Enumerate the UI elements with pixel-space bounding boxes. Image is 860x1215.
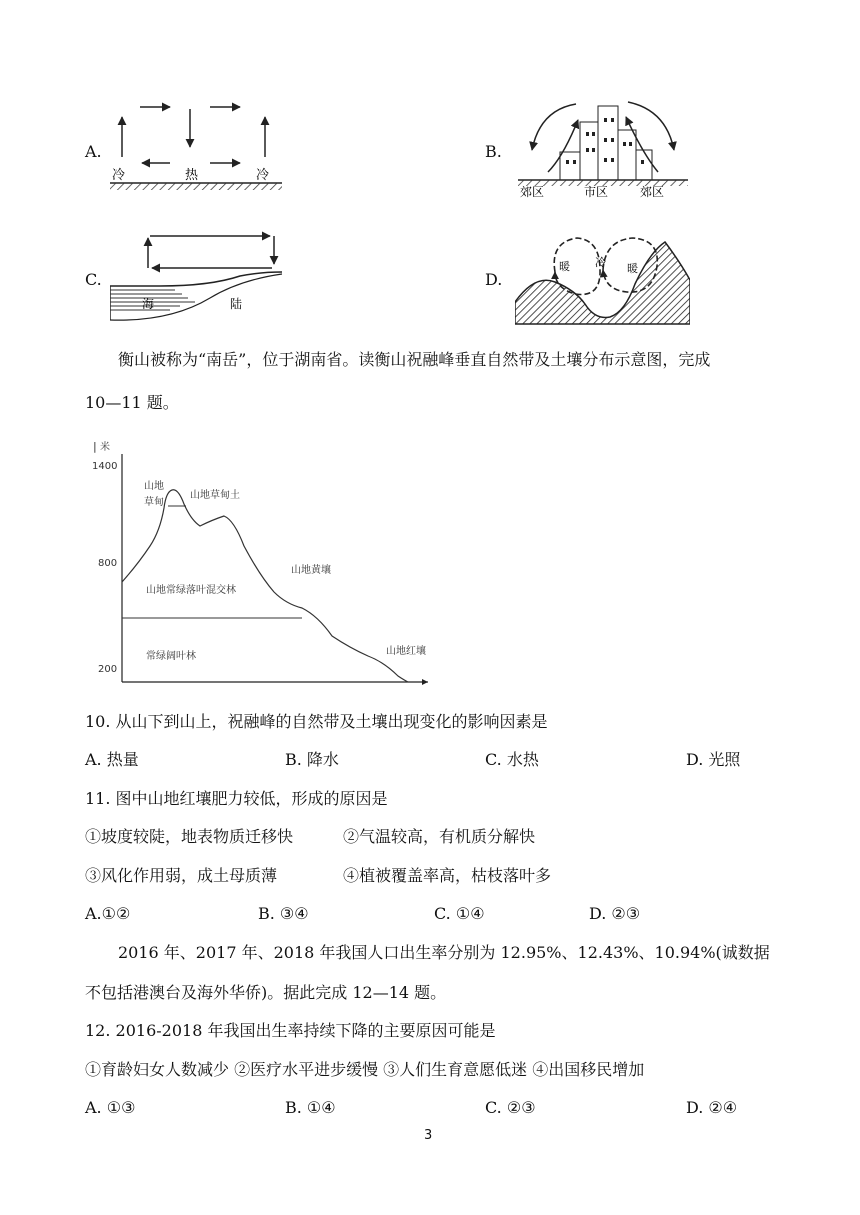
label-mixed-forest: 山地常绿落叶混交林 (146, 585, 236, 596)
figure-d-mountain-valley-breeze (515, 232, 690, 327)
passage-hengshan-line2: 10—11 题。 (85, 393, 179, 412)
q11-statement-1: ①坡度较陡，地表物质迁移快 (85, 827, 294, 846)
fig-b-urban: 市区 (584, 185, 609, 199)
building-4 (618, 130, 636, 180)
label-red-soil: 山地红壤 (386, 646, 426, 657)
fig-d-cold: 冷 (595, 256, 606, 269)
q11-option-b: B. ③④ (258, 904, 309, 923)
q11-statement-4: ④植被覆盖率高，枯枝落叶多 (343, 866, 552, 885)
label-evergreen-forest: 常绿阔叶林 (146, 651, 196, 662)
q12-option-d: D. ②④ (686, 1098, 738, 1117)
arrow-outflow-left (532, 104, 576, 150)
q11-statement-3: ③风化作用弱，成土母质薄 (85, 866, 278, 885)
fig-c-land: 陆 (230, 297, 243, 311)
q12-option-c: C. ②③ (485, 1098, 536, 1117)
label-meadow-1: 山地 (144, 481, 164, 492)
figure-b-urban-heat-island (518, 92, 688, 200)
passage-birth-line1: 2016 年、2017 年、2018 年我国人口出生率分别为 12.95%、12.43%、10.94%(诚数据 (118, 943, 770, 962)
q12-option-a: A. ①③ (85, 1098, 136, 1117)
q12-stem: 12. 2016-2018 年我国出生率持续下降的主要原因可能是 (85, 1021, 496, 1040)
q10-option-b: B. 降水 (285, 750, 339, 769)
passage-birth-line2: 不包括港澳台及海外华侨)。据此完成 12—14 题。 (85, 983, 447, 1002)
fig-d-warm-right: 暖 (627, 262, 638, 275)
mountain-terrain (515, 242, 690, 324)
passage-hengshan-line1: 衡山被称为“南岳”，位于湖南省。读衡山祝融峰垂直自然带及土壤分布示意图，完成 (118, 350, 711, 369)
building-1 (560, 152, 580, 180)
building-5 (636, 150, 652, 180)
option-label-a: A. (85, 142, 102, 161)
q11-option-d: D. ②③ (589, 904, 641, 923)
q12-statements: ①育龄妇女人数减少 ②医疗水平进步缓慢 ③人们生育意愿低迷 ④出国移民增加 (85, 1060, 645, 1079)
figure-a-thermal-circulation (110, 95, 290, 200)
y-axis-label: 米 (100, 442, 110, 453)
y-tick-800: 800 (98, 558, 118, 569)
fig-b-suburb-left: 郊区 (520, 185, 545, 199)
option-label-c: C. (85, 270, 102, 289)
svg-text:|: | (93, 440, 97, 453)
option-label-b: B. (485, 142, 502, 161)
fig-d-warm-left: 暖 (559, 260, 570, 273)
option-label-d: D. (485, 270, 503, 289)
y-tick-200: 200 (98, 664, 118, 675)
q11-stem: 11. 图中山地红壤肥力较低，形成的原因是 (85, 789, 388, 808)
q12-option-b: B. ①④ (285, 1098, 336, 1117)
fig-a-cold-left: 冷 (112, 168, 126, 183)
fig-b-suburb-right: 郊区 (640, 185, 665, 199)
fig-a-cold-right: 冷 (256, 168, 270, 183)
building-3 (598, 106, 618, 180)
label-yellow-soil: 山地黄壤 (291, 565, 331, 576)
hengshan-zonation-chart (88, 436, 438, 686)
q11-option-c: C. ①④ (434, 904, 485, 923)
label-meadow-2: 草甸 (144, 497, 164, 508)
q10-option-d: D. 光照 (686, 750, 741, 769)
label-meadow-soil: 山地草甸土 (190, 490, 240, 501)
fig-a-hot: 热 (185, 168, 199, 183)
q10-option-a: A. 热量 (85, 750, 139, 769)
q11-statement-2: ②气温较高，有机质分解快 (343, 827, 536, 846)
figure-c-sea-land-breeze (110, 228, 290, 328)
q11-option-a: A.①② (85, 904, 131, 923)
q10-option-c: C. 水热 (485, 750, 539, 769)
page-number: 3 (424, 1128, 433, 1143)
fig-c-sea: 海 (142, 297, 155, 311)
ground-hatch (110, 183, 282, 190)
y-tick-1400: 1400 (92, 461, 118, 472)
q10-stem: 10. 从山下到山上，祝融峰的自然带及土壤出现变化的影响因素是 (85, 712, 548, 731)
